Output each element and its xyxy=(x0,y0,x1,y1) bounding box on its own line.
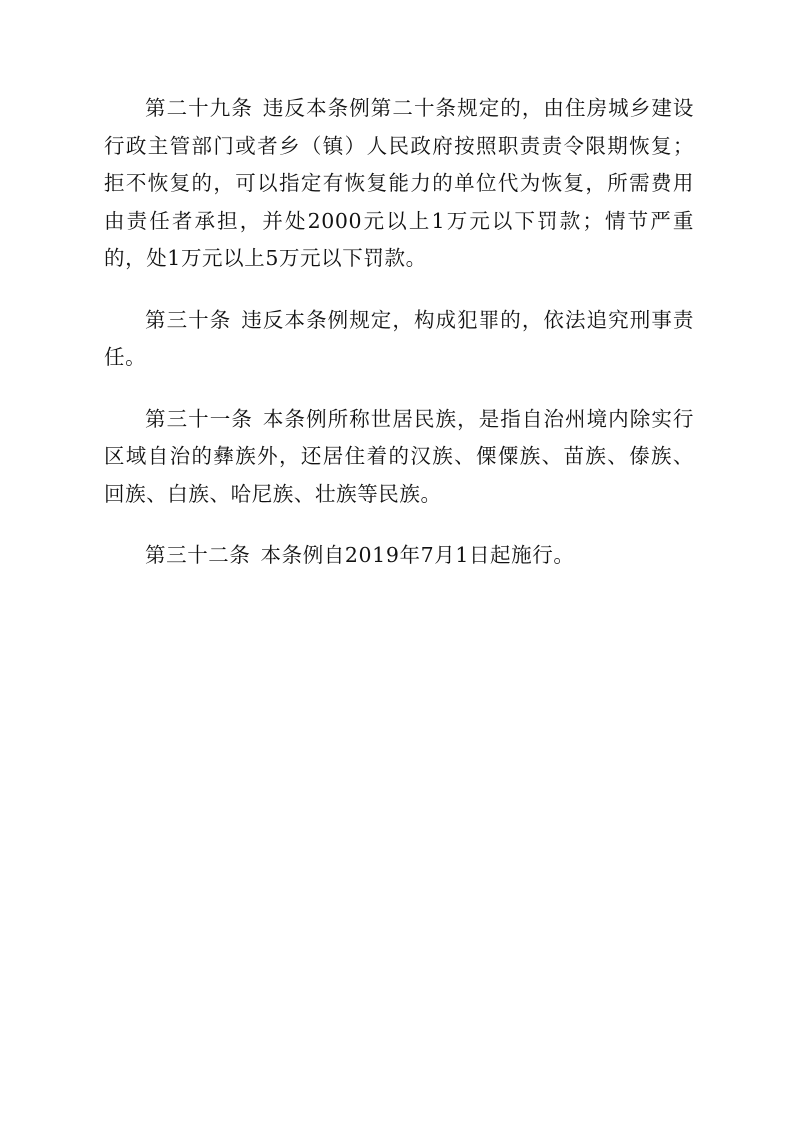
article-32-text: 本条例自2019年7月1日起施行。 xyxy=(260,543,575,567)
document-body xyxy=(104,90,694,599)
article-32 xyxy=(104,537,694,575)
article-29-text: 违反本条例第二十条规定的，由住房城乡建设行政主管部门或者乡（镇）人民政府按照职责责令限期恢复；拒不恢复的，可以指定有恢复能力的单位代为恢复，所需费用由责任者承担，并处2000元以上1万元以下罚款；情节严重的，处1万元以上5万元以下罚款。 xyxy=(104,96,695,270)
article-29-number: 第二十九条 xyxy=(145,96,253,120)
article-30-text: 违反本条例规定，构成犯罪的，依法追究刑事责任。 xyxy=(104,307,694,369)
article-31-text: 本条例所称世居民族，是指自治州境内除实行区域自治的彝族外，还居住着的汉族、傈僳族、苗族、傣族、回族、白族、哈尼族、壮族等民族。 xyxy=(104,406,695,506)
article-31 xyxy=(104,401,694,514)
article-31-number: 第三十一条 xyxy=(145,406,253,431)
article-29 xyxy=(104,90,694,278)
article-30-number: 第三十条 xyxy=(145,307,232,332)
article-30 xyxy=(104,302,694,377)
article-32-number: 第三十二条 xyxy=(145,543,251,567)
